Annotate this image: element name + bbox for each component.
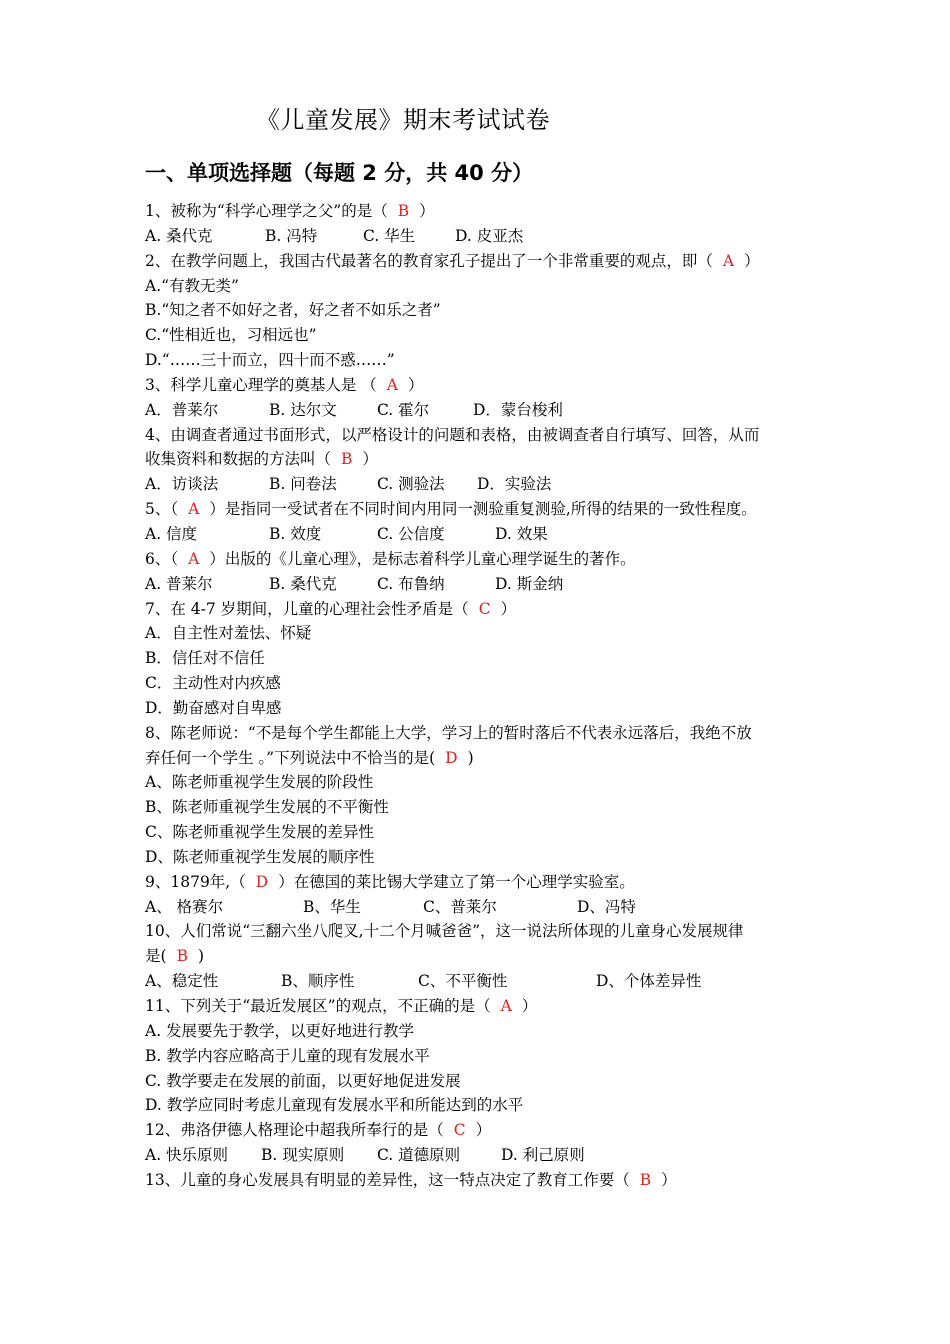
answer-mark: A <box>188 549 200 568</box>
option: A．自主性对羞怯、怀疑 <box>145 624 312 643</box>
question-12 <box>145 1118 815 1143</box>
option: B、顺序性 <box>281 972 355 991</box>
option: B. 达尔文 <box>269 400 337 419</box>
question-text-end: ） <box>661 1170 677 1189</box>
option: D．实验法 <box>477 475 552 494</box>
question-text: 收集资料和数据的方法叫（ <box>145 450 332 469</box>
option: C、陈老师重视学生发展的差异性 <box>145 823 374 842</box>
option: C. 公信度 <box>377 524 445 543</box>
question-7 <box>145 597 815 622</box>
option: D．蒙台梭利 <box>473 400 563 419</box>
option: B. 现实原则 <box>261 1146 345 1165</box>
option: C．主动性对内疚感 <box>145 674 281 693</box>
question-text-end: ）是指同一受试者在不同时间内用同一测验重复测验,所得的结果的一致性程度。 <box>209 500 757 519</box>
options-row <box>145 572 815 597</box>
question-5 <box>145 497 815 522</box>
option: C、不平衡性 <box>418 972 508 991</box>
option: C. 测验法 <box>377 475 445 494</box>
option: C. 华生 <box>363 226 416 245</box>
option: A. 快乐原则 <box>145 1146 229 1165</box>
options-row <box>145 522 815 547</box>
options-row <box>145 895 815 920</box>
option: A、陈老师重视学生发展的阶段性 <box>145 773 374 792</box>
question-text: 13、儿童的身心发展具有明显的差异性，这一特点决定了教育工作要（ <box>145 1170 630 1189</box>
option: B. 教学内容应略高于儿童的现有发展水平 <box>145 1046 430 1065</box>
options-row <box>145 224 815 249</box>
option: D、冯特 <box>577 897 636 916</box>
option: D. 利己原则 <box>501 1146 585 1165</box>
option: D. 斯金纳 <box>495 574 564 593</box>
answer-mark: A <box>188 500 200 519</box>
option: C. 布鲁纳 <box>377 574 445 593</box>
option: B. 问卷法 <box>269 475 337 494</box>
answer-mark: D <box>445 748 458 767</box>
question-text-end: ） <box>408 375 424 394</box>
option: B.“知之者不如好之者，好之者不如乐之者” <box>145 301 441 320</box>
question-8: 8、陈老师说：“不是每个学生都能上大学，学习上的暂时落后不代表永远落后，我绝不放 <box>145 723 752 742</box>
question-text: 1、被称为“科学心理学之父”的是（ <box>145 202 388 220</box>
option: A. 发展要先于教学，以更好地进行教学 <box>145 1021 415 1040</box>
answer-mark: B <box>176 947 188 966</box>
question-9 <box>145 870 815 895</box>
option: B. 桑代克 <box>269 574 337 593</box>
question-10: 10、人们常说“三翻六坐八爬叉,十二个月喊爸爸”，这一说法所体现的儿童身心发展规律 <box>145 922 744 941</box>
answer-mark: A <box>500 997 512 1015</box>
question-text-end: ） <box>744 251 760 270</box>
answer-mark: B <box>639 1170 652 1189</box>
question-text-end: ） <box>475 1121 492 1140</box>
option: B．信任对不信任 <box>145 649 265 668</box>
question-3 <box>145 373 815 398</box>
option: C. 教学要走在发展的前面，以更好地促进发展 <box>145 1071 461 1090</box>
option: D、个体差异性 <box>596 972 702 991</box>
answer-mark: A <box>722 251 735 270</box>
question-text: 弃任何一个学生 。”下列说法中不恰当的是( <box>145 748 436 767</box>
option: D. 效果 <box>495 524 548 543</box>
option: C. 道德原则 <box>377 1146 461 1165</box>
answer-mark: B <box>397 202 410 220</box>
option: A、稳定性 <box>145 972 219 991</box>
option: B、陈老师重视学生发展的不平衡性 <box>145 798 389 817</box>
option: C. 霍尔 <box>377 400 430 419</box>
answer-mark: D <box>255 872 269 891</box>
option: A．普莱尔 <box>145 400 219 419</box>
option: D、陈老师重视学生发展的顺序性 <box>145 847 375 866</box>
question-13 <box>145 1168 815 1193</box>
option: A. 普莱尔 <box>145 574 213 593</box>
option: A.“有教无类” <box>145 276 239 295</box>
question-10-cont <box>145 944 815 969</box>
answer-mark: A <box>386 375 398 394</box>
option: A．访谈法 <box>145 475 219 494</box>
question-8-cont <box>145 746 815 771</box>
option: B、华生 <box>303 897 361 916</box>
question-4: 4、由调查者通过书面形式，以严格设计的问题和表格，由被调查者自行填写、回答，从而 <box>145 425 760 444</box>
option: A、 格赛尔 <box>145 897 224 916</box>
option: D. 皮亚杰 <box>455 226 524 245</box>
page-title: 《儿童发展》期末考试试卷 <box>256 106 550 134</box>
question-text: 3、科学儿童心理学的奠基人是 （ <box>145 375 377 394</box>
option: D. 教学应同时考虑儿童现有发展水平和所能达到的水平 <box>145 1096 524 1115</box>
question-2 <box>145 249 815 274</box>
question-text: 2、在教学问题上，我国古代最著名的教育家孔子提出了一个非常重要的观点，即（ <box>145 251 713 270</box>
question-text: 7、在 4-7 岁期间，儿童的心理社会性矛盾是（ <box>145 599 469 618</box>
question-text-end: ) <box>467 748 474 767</box>
options-row <box>145 969 815 994</box>
options-row <box>145 472 815 497</box>
question-4-cont <box>145 447 815 472</box>
option: D.“……三十而立，四十而不惑……” <box>145 351 395 370</box>
option: C、普莱尔 <box>423 897 497 916</box>
question-list <box>145 199 815 1193</box>
question-text-end: ）出版的《儿童心理》，是标志着科学儿童心理学诞生的著作。 <box>209 549 636 568</box>
question-text: 是( <box>145 947 167 966</box>
options-row <box>145 398 815 423</box>
option: B. 冯特 <box>265 226 318 245</box>
question-text-end: ) <box>197 947 205 966</box>
option: A. 信度 <box>145 524 198 543</box>
question-text-end: ） <box>521 997 538 1015</box>
question-6 <box>145 547 815 572</box>
question-text: 9、1879年,（ <box>145 872 246 891</box>
answer-mark: B <box>341 450 353 469</box>
question-text-end: ） <box>419 202 435 220</box>
option: A. 桑代克 <box>145 226 213 245</box>
option: B. 效度 <box>269 524 322 543</box>
question-11 <box>145 994 815 1019</box>
question-text: 6、（ <box>145 549 179 568</box>
question-text: 11、下列关于“最近发展区”的观点，不正确的是（ <box>145 997 491 1015</box>
question-text: 12、弗洛伊德人格理论中超我所奉行的是（ <box>145 1121 444 1140</box>
question-text-end: ）在德国的莱比锡大学建立了第一个心理学实验室。 <box>278 872 635 891</box>
option: C.“性相近也，习相远也” <box>145 326 317 345</box>
question-1 <box>145 199 815 224</box>
question-text-end: ） <box>362 450 378 469</box>
question-text-end: ） <box>500 599 517 618</box>
options-row <box>145 1143 815 1168</box>
section-heading: 一、单项选择题（每题 2 分，共 40 分） <box>145 161 534 185</box>
option: D．勤奋感对自卑感 <box>145 698 282 717</box>
answer-mark: C <box>453 1121 466 1140</box>
answer-mark: C <box>478 599 491 618</box>
question-text: 5、（ <box>145 500 179 519</box>
